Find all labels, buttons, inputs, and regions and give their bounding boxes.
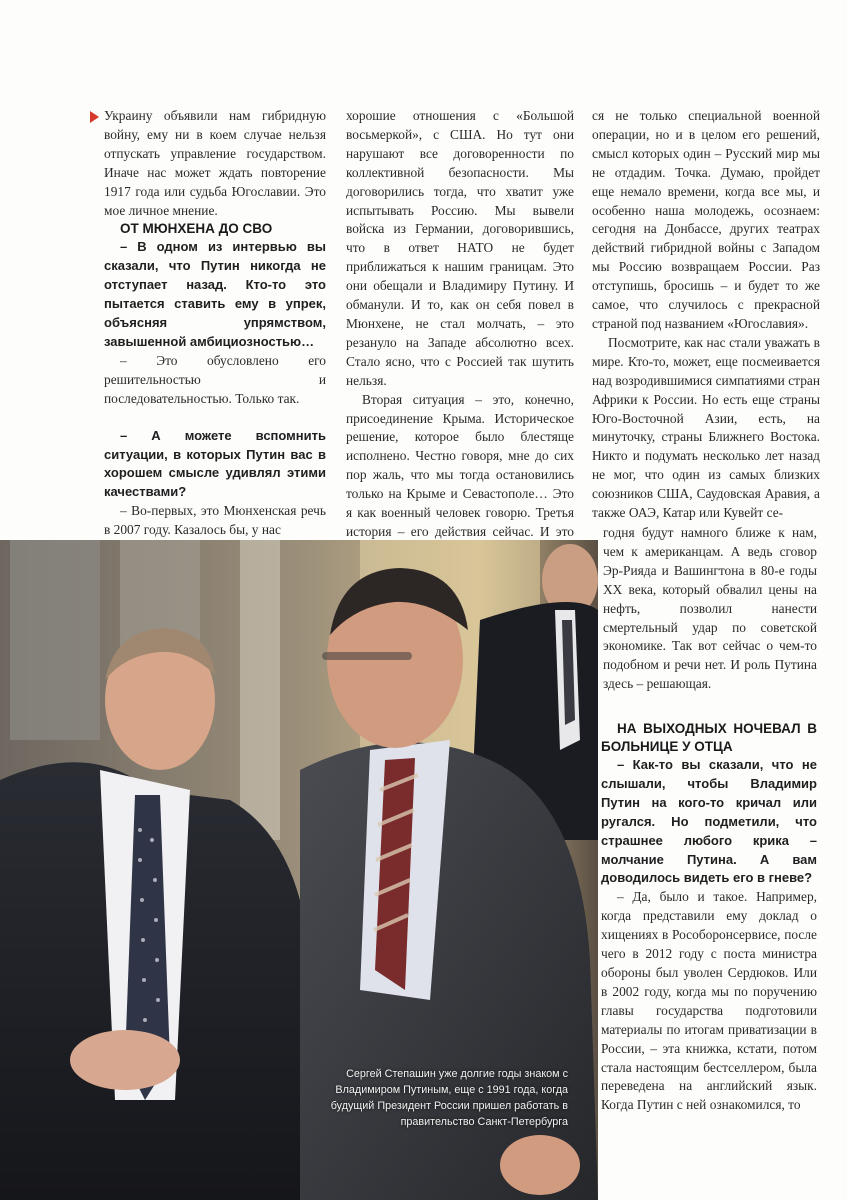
- interview-answer: – Да, было и такое. Например, когда представили ему доклад о хищениях в Рособоронсервисе, после чего в 2012 году с поста министра обороны был уволен Сердюков. Или в 2002 году, когда мы по поручению главы государства подготовили материалы по итогам приватизации в России, – эта книжка, кстати, потом стала настоящим бестселлером, была переведена на английский язык. Когда Путин с ней ознакомился, то: [601, 889, 817, 1113]
- paragraph: хорошие отношения с «Большой восьмеркой», с США. Но тут они нарушают все договоренности по коллективной безопасности. Мы договорились тогда, что хватит уже испытывать Россию. Мы вывели войска из Германии, договорившись, что в ответ НАТО не будет приближаться к нашим границам. Это они обещали и Владимиру Путину. И обманули. И то, как он себя повел в Мюнхене, не стал молчать, – это резануло на Западе абсолютно всех. Стало ясно, что с Россией так шутить нельзя.: [346, 108, 574, 388]
- text-column-1: [104, 107, 326, 540]
- interview-question: – Как-то вы сказали, что не слышали, чтобы Владимир Путин на кого-то кричал или ругался. Но подметили, что страшнее любого крика – молчание Путина. А вам доводилось видеть его в гневе?: [601, 757, 817, 886]
- paragraph: ся не только специальной военной операции, но и в целом его решений, смысл которых один – Русский мир мы не отдадим. Точка. Думаю, пройдет еще немало времени, когда все мы, и особенно наша молодежь, осознаем: сегодня на Донбассе, других театрах действий гибридной войны с Западом мы Россию возвращаем России. Раз отступишь, бросишь – и будет то же самое, что случилось с прекрасной страной под названием «Югославия».: [592, 108, 820, 331]
- text-column-3-bottom: [601, 720, 817, 1115]
- interview-answer: – Это обусловлено его решительностью и последовательностью. Только так.: [104, 352, 326, 406]
- interview-answer: – Во-первых, это Мюнхенская речь в 2007 году. Казалось бы, у нас: [104, 503, 326, 538]
- paragraph: Украину объявили нам гибридную войну, ему ни в коем случае нельзя отпускать управление государством. Иначе нас может ждать повторение 1917 года или судьба Югославии. Это мое личное мнение.: [104, 108, 326, 218]
- paragraph: Посмотрите, как нас стали уважать в мире. Кто-то, может, еще посмеивается над возродившимися симпатиями стран Африки к России. Но есть еще страны Юго-Восточной Азии, есть, на минуточку, страны Ближнего Востока. Никто и подумать несколько лет назад не мог, что один из самых близких союзников США, Саудовская Аравия, а также ОАЭ, Катар или Кувейт се-: [592, 334, 820, 521]
- photo-caption: Сергей Степашин уже долгие годы знаком с Владимиром Путиным, еще с 1991 года, когда будущий Президент России пришел работать в правительство Санкт-Петербурга: [330, 1068, 568, 1128]
- paragraph: Вторая ситуация – это, конечно, присоединение Крыма. Историческое решение, которое было блестяще исполнено. Честно говоря, мне до сих пор жаль, что мы тогда остановились только на Крыме и Севастополе… Это я как военный человек говорю. Третья история – его действия сейчас. И это: [346, 391, 574, 539]
- text-column-2: [346, 107, 574, 561]
- text-column-3-top: [592, 107, 820, 523]
- photo: [0, 540, 598, 1200]
- paragraph: годня будут намного ближе к нам, чем к американцам. А ведь сговор Эр-Рияда и Вашингтона в 80-е годы ХХ века, который обвалил цены на нефть, позволил нанести смертельный удар по советской экономике. Так вот сейчас о чем-то подобном и речи нет. И роль Путина здесь – решающая.: [603, 525, 817, 692]
- interview-question: – В одном из интервью вы сказали, что Путин никогда не отступает назад. Кто-то это пытается ставить ему в упрек, объясняя упрямством, завышенной амбициозностью…: [104, 239, 326, 349]
- section-heading: ОТ МЮНХЕНА ДО СВО: [120, 221, 273, 237]
- section-heading: НА ВЫХОДНЫХ НОЧЕВАЛ В БОЛЬНИЦЕ У ОТЦА: [601, 721, 817, 754]
- text-column-3-wrap: [603, 524, 817, 694]
- interview-question: – А можете вспомнить ситуации, в которых Путин вас в хорошем смысле удивлял этими качествами?: [104, 427, 326, 500]
- continuation-marker-icon: [90, 111, 99, 123]
